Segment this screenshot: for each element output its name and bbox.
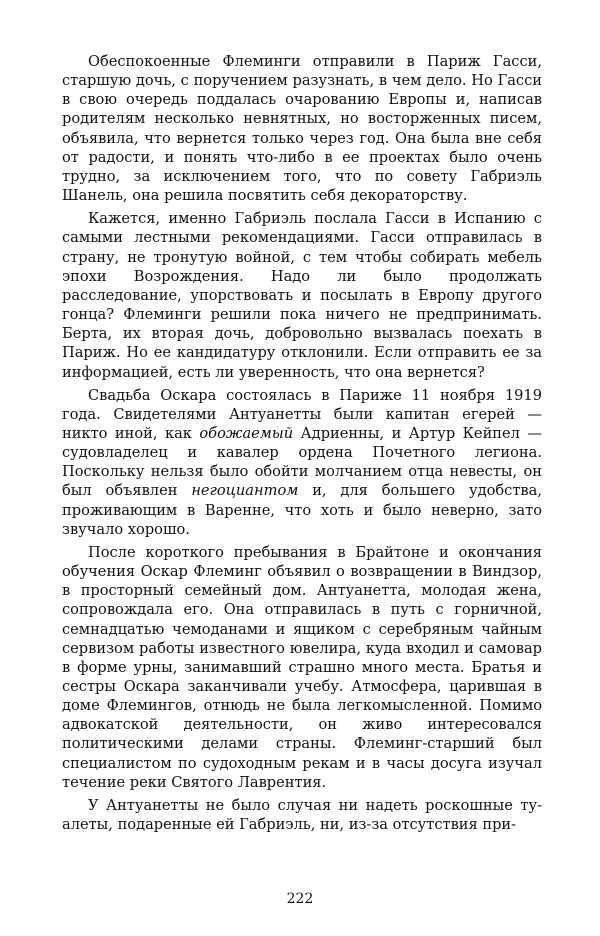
paragraph-3-text-a: Свадьба Оскара состоялась в Париже 11 ноября 1919 года. Свидетелями Антуанетты были капитан егерей — никто иной, как (62, 386, 542, 442)
paragraph-3-emphasis-beloved: обожаемый (199, 424, 294, 442)
paragraph-4 (62, 543, 542, 792)
paragraph-5-text: У Антуанетты не было случая ни надеть роскошные туалеты, подаренные ей Габриэль, ни, из-за отсутствия при- (62, 796, 542, 834)
paragraph-1 (62, 52, 542, 205)
page-body (62, 52, 542, 838)
page-number: 222 (286, 891, 314, 907)
paragraph-3-text-b: Адриенны, и Артур Кейпел — судовладелец и кавалер ордена Почетного легиона. Поскольку нельзя было обойти молчанием отца невесты, он был объявлен (62, 424, 542, 500)
paragraph-2-text: Кажется, именно Габриэль послала Гасси в Испанию с самыми лестными рекомендациями. Гасси отправилась в страну, не тронутую войной, с тем чтобы собирать мебель эпохи Возрождения. Надо ли было продолжать расследование, упорствовать и посылать в Европу другого гонца? Флеминги решили пока ничего не предпринимать. Берта, их вторая дочь, добровольно вызвалась поехать в Париж. Но ее кандидатуру отклонили. Если отправить ее за информацией, есть ли уверенность, что она вернется? (62, 210, 542, 381)
paragraph-2 (62, 209, 542, 381)
paragraph-1-text: Обеспокоенные Флеминги отправили в Париж Гасси, старшую дочь, с поручением разузнать, в чем дело. Но Гасси в свою очередь поддалась очарованию Европы и, написав родителям несколько невнятных, но восторженных писем, объявила, что вернется только через год. Она была вне себя от радости, и понять что-либо в ее проектах было очень трудно, за исключением того, что по совету Габриэль Шанель, она решила посвятить себя декораторству. (62, 53, 542, 205)
paragraph-4-text: После короткого пребывания в Брайтоне и окончания обучения Оскар Флеминг объявил о возвращении в Виндзор, в просторный семейный дом. Антуанетта, молодая жена, сопровождала его. Она отправилась в путь с горничной, семнадцатью чемоданами и ящиком с серебряным чайным сервизом работы известного ювелира, куда входил и самовар в форме урны, занимавший страшно много места. Братья и сестры Оскара заканчивали учебу. Атмосфера, царившая в доме Флемингов, отнюдь не была легкомысленной. Помимо адвокатской деятельности, он живо интересовался политическими делами страны. Флеминг-старший был специалистом по судоходным рекам и в часы досуга изучал течение реки Святого Лаврентия. (62, 543, 542, 791)
paragraph-3-emphasis-merchant: негоциантом (191, 482, 299, 500)
paragraph-5 (62, 796, 542, 834)
paragraph-3-text-c: и, для большего удобства, проживающим в Варенне, что хоть и было неверно, зато звучало хорошо. (62, 482, 542, 538)
paragraph-3 (62, 386, 542, 539)
